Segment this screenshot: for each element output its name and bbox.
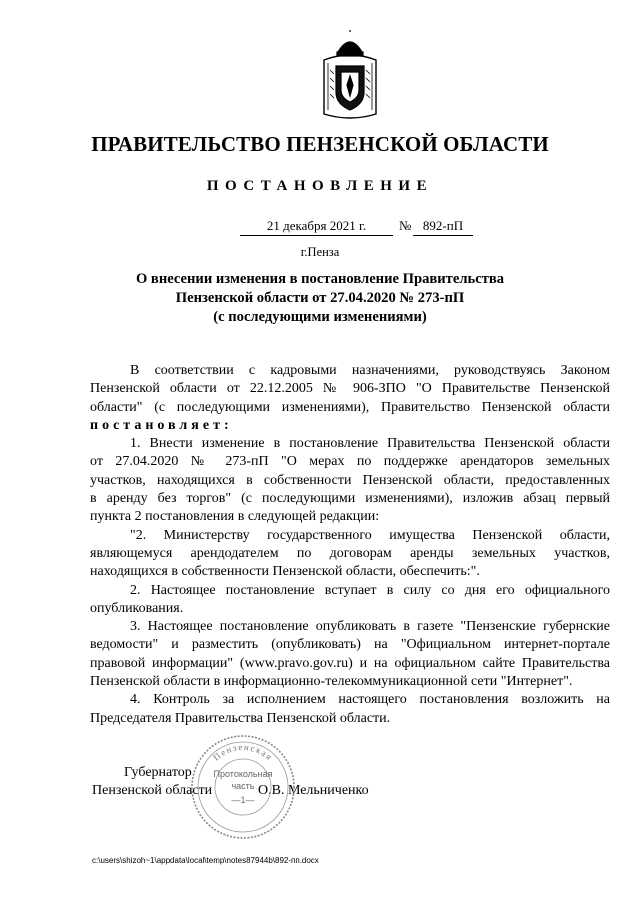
heading-line: О внесении изменения в постановление Правительства [135, 271, 505, 287]
signatory-position-line1: Губернатор [124, 765, 192, 780]
stamp-center-line2: часть [231, 781, 255, 791]
document-type: ПОСТАНОВЛЕНИЕ [206, 178, 434, 194]
body-line: правовой информации" (www.pravo.gov.ru) и на официальном сайте Правительства [90, 655, 610, 671]
heading-line: (с последующими изменениями) [213, 309, 427, 325]
stamp-number: —1— [231, 795, 255, 805]
body-line: 4. Контроль за исполнением настоящего постановления возложить на [130, 692, 610, 708]
official-seal-icon [188, 732, 298, 842]
body-line: от 27.04.2020 № 273-пП "О мерах по поддержке арендаторов земельных [90, 454, 610, 470]
body-line: Пензенской области в информационно-телекоммуникационной сети "Интернет". [90, 674, 573, 690]
decree-word: постановляет: [90, 417, 233, 433]
body-line: опубликования. [90, 600, 184, 616]
body-line: 3. Настоящее постановление опубликовать в газете "Пензенские губернские [130, 619, 610, 635]
body-line: участков, находящихся в собственности Пензенской области, предоставленных [90, 472, 610, 488]
signatory-name: О.В. Мельниченко [258, 783, 369, 798]
body-line: являющемуся арендодателем по договорам аренды земельных участков, [90, 545, 610, 561]
coat-of-arms-icon [318, 30, 382, 122]
signatory-position-line2: Пензенской области [92, 783, 213, 798]
body-line: ведомости" и разместить (опубликовать) на "Официальном интернет-портале [90, 637, 610, 653]
file-path: c:\users\shizoh~1\appdata\local\temp\notes87944b\892-пп.docx [92, 856, 319, 865]
city: г.Пенза [300, 245, 340, 259]
document-body [90, 362, 610, 728]
body-line: пункта 2 постановления в следующей редакции: [90, 509, 380, 525]
document-date: 21 декабря 2021 г. [240, 218, 393, 236]
body-line: "2. Министерству государственного имущества Пензенской области, [130, 527, 610, 543]
heading-line: Пензенской области от 27.04.2020 № 273-пП [175, 290, 465, 306]
body-line: Пензенской области от 22.12.2005 № 906-ЗПО "О Правительстве Пензенской [90, 381, 610, 397]
body-line: 1. Внести изменение в постановление Правительства Пензенской области [130, 436, 610, 452]
svg-text:Пензенская [211, 742, 275, 763]
stamp-top-text: Пензенская [211, 741, 275, 763]
number-sign: № [399, 218, 412, 233]
body-line: Председателя Правительства Пензенской области. [90, 710, 391, 726]
body-line: 2. Настоящее постановление вступает в силу со дня его официального [130, 582, 610, 598]
body-line: области" (с последующими изменениями), Правительство Пензенской области [90, 399, 610, 415]
body-line: В соответствии с кадровыми назначениями, руководствуясь Законом [130, 363, 610, 378]
government-title: ПРАВИТЕЛЬСТВО ПЕНЗЕНСКОЙ ОБЛАСТИ [91, 132, 549, 156]
stamp-center-line1: Протокольная [213, 769, 273, 779]
document-heading [0, 270, 640, 327]
document-number: 892-пП [413, 218, 473, 236]
body-line: находящихся в собственности Пензенской области, обеспечить:". [90, 564, 480, 580]
body-line: в аренду без торгов" (с последующими изменениями), изложив абзац первый [90, 491, 610, 507]
